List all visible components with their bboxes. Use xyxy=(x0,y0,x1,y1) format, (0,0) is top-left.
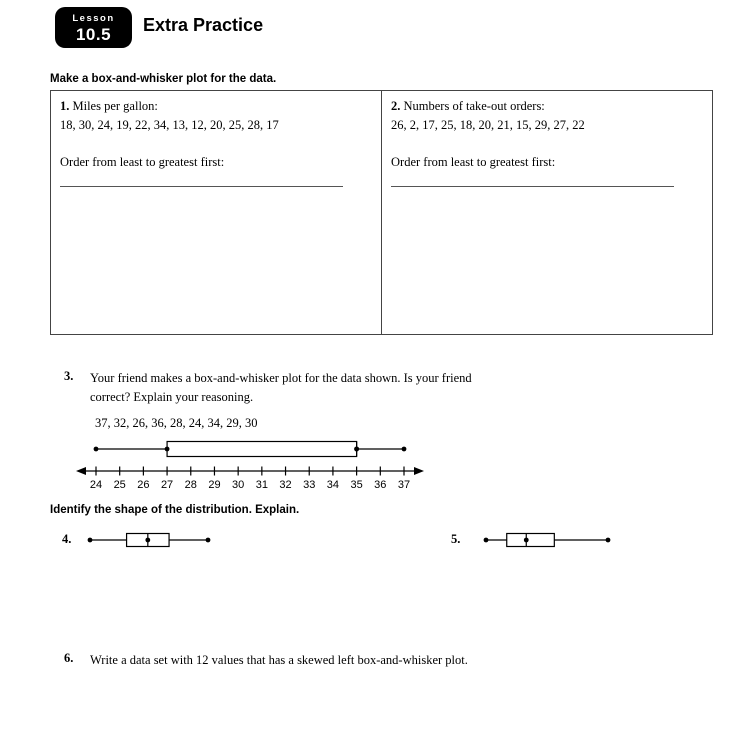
svg-text:27: 27 xyxy=(160,479,174,491)
svg-text:24: 24 xyxy=(89,479,103,491)
problem-6-text: Write a data set with 12 values that has a skewed left box-and-whisker plot. xyxy=(90,653,468,667)
problem-4-number: 4. xyxy=(62,532,72,546)
problem-3-text: Your friend makes a box-and-whisker plot for the data shown. Is your friend correct? Explain your reasoning. xyxy=(90,371,472,405)
svg-text:30: 30 xyxy=(232,479,245,491)
svg-text:32: 32 xyxy=(279,479,292,491)
problem-1-values: 18, 30, 24, 19, 22, 34, 13, 12, 20, 25, 28, 17 xyxy=(60,117,279,132)
problem-3-number: 3. xyxy=(64,369,74,383)
problem-2-label: Numbers of take-out orders: xyxy=(403,99,545,113)
lesson-badge-label: Lesson xyxy=(72,13,115,24)
lesson-number: 10.5 xyxy=(75,25,112,44)
problem-3-values: 37, 32, 26, 36, 28, 24, 34, 29, 30 xyxy=(95,416,258,430)
svg-text:25: 25 xyxy=(113,479,126,491)
svg-text:29: 29 xyxy=(208,479,221,491)
problem-1-heading xyxy=(60,98,372,115)
problem-2-heading xyxy=(391,98,703,115)
problem-2-values: 26, 2, 17, 25, 18, 20, 21, 15, 29, 27, 22 xyxy=(391,117,585,132)
problem-4-boxplot xyxy=(84,526,214,554)
page-title: Extra Practice xyxy=(143,15,264,35)
svg-text:35: 35 xyxy=(350,479,363,491)
problem-6-number: 6. xyxy=(64,651,74,665)
svg-text:31: 31 xyxy=(255,479,268,491)
problem-1-number: 1. xyxy=(60,99,70,113)
make-plot-instruction: Make a box-and-whisker plot for the data. xyxy=(50,73,277,85)
problem-2-cell xyxy=(382,91,713,335)
svg-text:28: 28 xyxy=(184,479,197,491)
svg-text:33: 33 xyxy=(303,479,316,491)
problem-2-answer-blank xyxy=(391,171,674,187)
problems-table xyxy=(50,90,713,335)
identify-shape-instruction: Identify the shape of the distribution. Explain. xyxy=(50,504,300,516)
problem-1-prompt: Order from least to greatest first: xyxy=(60,154,225,169)
problem-2-prompt: Order from least to greatest first: xyxy=(391,154,556,169)
problem-1-label: Miles per gallon: xyxy=(72,99,158,113)
problem-2-number: 2. xyxy=(391,99,401,113)
svg-text:26: 26 xyxy=(137,479,150,491)
problem-5-number: 5. xyxy=(451,532,461,546)
problem-3-boxplot xyxy=(66,433,434,491)
lesson-badge xyxy=(55,7,132,48)
svg-text:37: 37 xyxy=(397,479,411,491)
svg-text:36: 36 xyxy=(374,479,387,491)
problem-1-answer-blank xyxy=(60,171,343,187)
problem-1-cell xyxy=(51,91,382,335)
svg-text:34: 34 xyxy=(326,479,340,491)
problem-5-boxplot xyxy=(480,526,614,554)
